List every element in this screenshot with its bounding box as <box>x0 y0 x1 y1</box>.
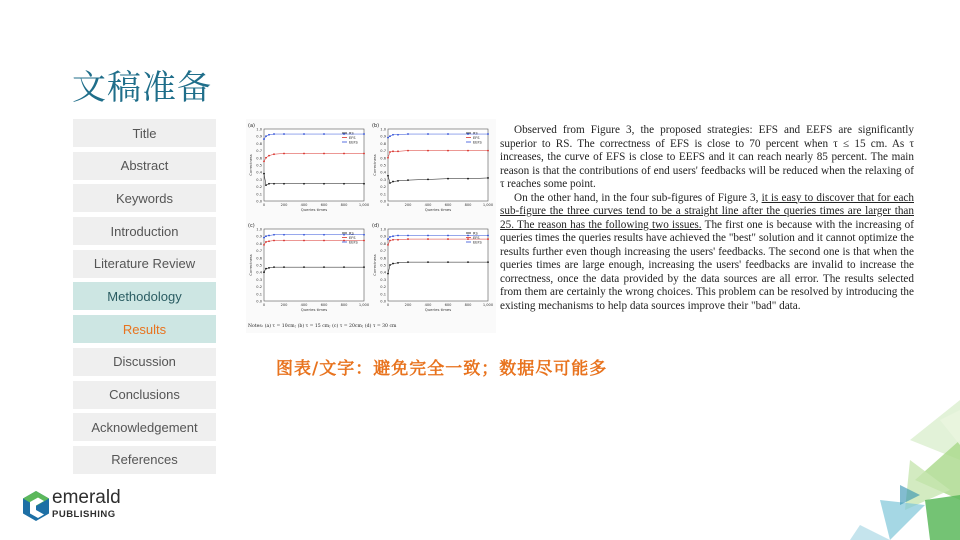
nav-item-title[interactable] <box>73 119 216 147</box>
data-point-rs <box>323 183 325 185</box>
y-axis-label: Correctness <box>249 154 253 176</box>
nav-item-introduction[interactable] <box>73 217 216 245</box>
data-point-rs <box>363 266 365 268</box>
x-tick-label: 800 <box>464 203 472 207</box>
data-point-eefs <box>407 133 409 135</box>
y-tick-label: 0.9 <box>256 234 262 239</box>
data-point-eefs <box>389 135 391 137</box>
nav-item-label: Keywords <box>115 190 174 206</box>
data-point-rs <box>487 261 489 263</box>
data-point-eefs <box>273 133 275 135</box>
data-point-efs <box>392 239 394 241</box>
deco-triangle <box>850 525 890 540</box>
y-tick-label: 0.2 <box>380 185 386 190</box>
figure-note: Notes: (a) τ = 10cm; (b) τ = 15 cm; (c) τ = 20cm; (d) τ = 30 cm <box>248 324 397 329</box>
nav-item-abstract[interactable] <box>73 152 216 180</box>
data-point-rs <box>268 183 270 185</box>
data-point-efs <box>273 153 275 155</box>
nav-item-methodology[interactable] <box>73 282 216 310</box>
y-tick-label: 0.5 <box>256 163 262 168</box>
data-point-eefs <box>273 234 275 236</box>
x-tick-label: 400 <box>424 203 432 207</box>
data-point-rs <box>303 266 305 268</box>
emerald-logo-icon <box>22 490 50 522</box>
data-point-rs <box>487 177 489 179</box>
x-tick-label: 200 <box>280 303 288 307</box>
data-point-eefs <box>343 133 345 135</box>
y-tick-label: 0.0 <box>256 199 262 204</box>
x-tick-label: 200 <box>404 303 412 307</box>
data-point-efs <box>323 240 325 242</box>
legend-entry: EFS <box>349 235 356 240</box>
paragraph-2-rest: The first one is because with the increasing of queries times the queries results have achieved the "best" solution and it cannot optimize the results further even though increasing the users' feedbacks. The second one is that when the queries times are large enough, increasing the users' feedbacks are invalid to increase the correctness, once the data provided by the data sources are all error. The results selected from them are certainly the wrong choices. This problem can be resolved by introducing the existing mechanisms to help data sources improve their "bad" data. <box>500 218 914 312</box>
subplot-tag: (b) <box>372 123 380 129</box>
section-nav <box>73 119 216 479</box>
data-point-efs <box>387 244 389 246</box>
y-tick-label: 0.3 <box>380 277 386 282</box>
y-tick-label: 0.0 <box>256 299 262 304</box>
data-point-rs <box>283 266 285 268</box>
data-point-rs <box>265 184 267 186</box>
paragraph-2-underlined: it is easy to discover that for each sub-figure the three curves tend to be a straight line after the queries times are larger than 25. The reason has the following two issues. <box>500 191 914 231</box>
nav-item-label: Abstract <box>120 158 169 174</box>
data-point-efs <box>427 150 429 152</box>
y-tick-label: 1.0 <box>380 127 386 132</box>
y-tick-label: 0.1 <box>256 192 262 197</box>
y-tick-label: 0.8 <box>256 141 262 146</box>
data-point-rs <box>427 261 429 263</box>
page-title: 文稿准备 <box>72 68 212 108</box>
legend-entry: EEFS <box>473 240 482 245</box>
y-tick-label: 0.0 <box>380 199 386 204</box>
data-point-rs <box>392 263 394 265</box>
data-point-eefs <box>427 133 429 135</box>
data-point-rs <box>303 183 305 185</box>
data-point-eefs <box>387 137 389 139</box>
data-point-eefs <box>407 235 409 237</box>
data-point-rs <box>387 175 389 177</box>
deco-triangle <box>925 495 960 540</box>
data-point-eefs <box>447 133 449 135</box>
y-tick-label: 0.9 <box>380 234 386 239</box>
subplot-tag: (d) <box>372 223 380 229</box>
x-tick-label: 400 <box>424 303 432 307</box>
y-tick-label: 0.4 <box>256 270 262 275</box>
data-point-eefs <box>397 235 399 237</box>
y-tick-label: 0.4 <box>380 170 386 175</box>
x-tick-label: 0 <box>262 303 266 307</box>
y-tick-label: 0.3 <box>256 177 262 182</box>
data-point-efs <box>273 240 275 242</box>
data-point-efs <box>387 157 389 159</box>
emerald-publishing-logo <box>22 487 132 524</box>
legend-entry: EFS <box>473 235 480 240</box>
x-tick-label: 800 <box>340 303 348 307</box>
data-point-eefs <box>447 235 449 237</box>
y-tick-label: 0.2 <box>256 185 262 190</box>
legend-entry: RS <box>349 131 354 136</box>
data-point-eefs <box>265 135 267 137</box>
data-point-eefs <box>387 238 389 240</box>
x-tick-label: 600 <box>444 203 452 207</box>
data-point-eefs <box>268 235 270 237</box>
nav-item-label: Discussion <box>113 354 176 370</box>
data-point-efs <box>363 240 365 242</box>
data-point-efs <box>268 240 270 242</box>
data-point-rs <box>343 266 345 268</box>
data-point-efs <box>447 150 449 152</box>
data-point-rs <box>263 271 265 273</box>
y-tick-label: 0.5 <box>256 263 262 268</box>
data-point-eefs <box>303 234 305 236</box>
y-tick-label: 0.9 <box>380 134 386 139</box>
data-point-rs <box>323 266 325 268</box>
data-point-efs <box>363 153 365 155</box>
data-point-efs <box>467 238 469 240</box>
data-point-rs <box>397 180 399 182</box>
y-tick-label: 0.4 <box>380 270 386 275</box>
y-tick-label: 0.9 <box>256 134 262 139</box>
data-point-eefs <box>392 235 394 237</box>
data-point-rs <box>467 261 469 263</box>
y-tick-label: 0.8 <box>256 241 262 246</box>
data-point-efs <box>268 155 270 157</box>
data-point-eefs <box>487 133 489 135</box>
y-tick-label: 0.4 <box>256 170 262 175</box>
nav-item-label: References <box>111 452 178 468</box>
results-paragraph-1: Observed from Figure 3, the proposed strategies: EFS and EEFS are significantly superior to RS. The correctness of EFS is close to 70 percent when τ ≤ 15 cm. As τ increases, the curve of EFS is close to EEFS and it can reach nearly 85 percent. The main reason is that the contributions of end users' feedbacks will be reduced when the relaxing of τ reaches some point. <box>500 124 914 190</box>
nav-item-conclusions[interactable] <box>73 381 216 409</box>
y-tick-label: 0.3 <box>380 177 386 182</box>
data-point-efs <box>427 238 429 240</box>
x-axis-label: Queries times <box>300 307 328 312</box>
logo-wordmark: emerald <box>52 487 121 508</box>
nav-item-label: Literature Review <box>93 256 196 272</box>
data-point-eefs <box>392 134 394 136</box>
y-tick-label: 0.8 <box>380 141 386 146</box>
legend-entry: EEFS <box>349 240 358 245</box>
data-point-eefs <box>263 138 265 140</box>
data-point-efs <box>487 150 489 152</box>
x-tick-label: 200 <box>280 203 288 207</box>
data-point-rs <box>447 178 449 180</box>
y-tick-label: 0.2 <box>256 285 262 290</box>
data-point-rs <box>407 179 409 181</box>
data-point-rs <box>268 267 270 269</box>
y-tick-label: 0.7 <box>256 149 262 154</box>
data-point-efs <box>343 153 345 155</box>
data-point-rs <box>427 179 429 181</box>
data-point-efs <box>392 150 394 152</box>
data-point-eefs <box>397 134 399 136</box>
nav-item-literature-review[interactable] <box>73 250 216 278</box>
legend-entry: RS <box>473 231 478 236</box>
nav-item-label: Introduction <box>110 223 179 239</box>
legend-entry: EEFS <box>349 140 358 145</box>
x-axis-label: Queries times <box>300 207 328 212</box>
data-point-eefs <box>467 235 469 237</box>
y-tick-label: 0.0 <box>380 299 386 304</box>
data-point-rs <box>273 183 275 185</box>
data-point-rs <box>397 262 399 264</box>
y-axis-label: Correctness <box>373 254 377 276</box>
x-axis-label: Queries times <box>424 307 452 312</box>
data-point-rs <box>363 183 365 185</box>
y-axis-label: Correctness <box>249 254 253 276</box>
x-tick-label: 400 <box>300 203 308 207</box>
data-point-efs <box>323 153 325 155</box>
y-tick-label: 0.6 <box>380 156 386 161</box>
data-point-efs <box>263 244 265 246</box>
nav-item-label: Methodology <box>107 288 182 304</box>
x-tick-label: 600 <box>444 303 452 307</box>
data-point-efs <box>467 150 469 152</box>
logo-subtitle: PUBLISHING <box>52 509 116 520</box>
data-point-eefs <box>427 235 429 237</box>
data-point-eefs <box>283 234 285 236</box>
data-point-rs <box>263 173 265 175</box>
data-point-eefs <box>263 237 265 239</box>
data-point-efs <box>389 240 391 242</box>
data-point-rs <box>447 261 449 263</box>
y-tick-label: 1.0 <box>256 227 262 232</box>
data-point-eefs <box>363 133 365 135</box>
data-point-efs <box>265 157 267 159</box>
y-tick-label: 0.5 <box>380 163 386 168</box>
data-point-efs <box>389 151 391 153</box>
y-tick-label: 0.8 <box>380 241 386 246</box>
data-point-eefs <box>389 236 391 238</box>
nav-item-discussion[interactable] <box>73 348 216 376</box>
subplot-tag: (c) <box>248 223 255 229</box>
data-point-rs <box>392 181 394 183</box>
x-tick-label: 1,000 <box>358 303 370 307</box>
x-tick-label: 800 <box>340 203 348 207</box>
x-tick-label: 400 <box>300 303 308 307</box>
deco-triangle <box>880 500 925 540</box>
data-point-efs <box>487 238 489 240</box>
data-point-rs <box>389 264 391 266</box>
legend-entry: EFS <box>473 135 480 140</box>
nav-item-label: Results <box>122 321 167 337</box>
y-tick-label: 0.1 <box>380 192 386 197</box>
y-tick-label: 1.0 <box>380 227 386 232</box>
y-tick-label: 0.7 <box>380 149 386 154</box>
data-point-eefs <box>268 134 270 136</box>
data-point-eefs <box>343 234 345 236</box>
data-point-rs <box>343 183 345 185</box>
data-point-efs <box>283 153 285 155</box>
x-tick-label: 600 <box>320 203 328 207</box>
data-point-eefs <box>323 133 325 135</box>
data-point-efs <box>265 241 267 243</box>
y-tick-label: 0.2 <box>380 285 386 290</box>
data-point-eefs <box>323 234 325 236</box>
data-point-efs <box>263 161 265 163</box>
data-point-eefs <box>467 133 469 135</box>
x-tick-label: 0 <box>386 203 390 207</box>
x-tick-label: 800 <box>464 303 472 307</box>
data-point-efs <box>303 153 305 155</box>
nav-item-acknowledgement[interactable] <box>73 413 216 441</box>
y-tick-label: 0.6 <box>380 256 386 261</box>
y-tick-label: 1.0 <box>256 127 262 132</box>
nav-item-keywords[interactable] <box>73 184 216 212</box>
y-tick-label: 0.7 <box>380 249 386 254</box>
data-point-rs <box>389 182 391 184</box>
paragraph-2-intro: On the other hand, in the four sub-figures of Figure 3, <box>514 191 762 204</box>
figure-image <box>246 119 496 333</box>
slide-note: 图表/文字：避免完全一致；数据尽可能多 <box>276 359 608 379</box>
results-text <box>500 124 914 329</box>
data-point-eefs <box>363 234 365 236</box>
data-point-efs <box>407 150 409 152</box>
data-point-efs <box>283 240 285 242</box>
data-point-rs <box>283 183 285 185</box>
data-point-efs <box>303 240 305 242</box>
y-tick-label: 0.3 <box>256 277 262 282</box>
data-point-eefs <box>487 235 489 237</box>
data-point-rs <box>265 268 267 270</box>
data-point-efs <box>397 150 399 152</box>
legend-entry: RS <box>473 131 478 136</box>
x-tick-label: 0 <box>386 303 390 307</box>
results-figure <box>246 119 496 333</box>
x-tick-label: 1,000 <box>482 203 494 207</box>
nav-item-references[interactable] <box>73 446 216 474</box>
y-axis-label: Correctness <box>373 154 377 176</box>
y-tick-label: 0.1 <box>380 292 386 297</box>
x-axis-label: Queries times <box>424 207 452 212</box>
x-tick-label: 200 <box>404 203 412 207</box>
data-point-efs <box>343 240 345 242</box>
y-tick-label: 0.6 <box>256 156 262 161</box>
data-point-efs <box>447 238 449 240</box>
nav-item-label: Acknowledgement <box>91 419 198 435</box>
data-point-rs <box>387 273 389 275</box>
y-tick-label: 0.6 <box>256 256 262 261</box>
data-point-efs <box>397 239 399 241</box>
nav-item-results[interactable] <box>73 315 216 343</box>
nav-item-label: Title <box>132 125 157 141</box>
data-point-eefs <box>265 235 267 237</box>
x-tick-label: 0 <box>262 203 266 207</box>
y-tick-label: 0.5 <box>380 263 386 268</box>
subplot-tag: (a) <box>248 123 255 129</box>
x-tick-label: 1,000 <box>358 203 370 207</box>
data-point-rs <box>467 178 469 180</box>
x-tick-label: 600 <box>320 303 328 307</box>
x-tick-label: 1,000 <box>482 303 494 307</box>
legend-entry: RS <box>349 231 354 236</box>
legend-entry: EEFS <box>473 140 482 145</box>
data-point-eefs <box>283 133 285 135</box>
y-tick-label: 0.7 <box>256 249 262 254</box>
data-point-rs <box>273 266 275 268</box>
results-paragraph-2 <box>500 192 914 314</box>
nav-item-label: Conclusions <box>109 387 180 402</box>
data-point-eefs <box>303 133 305 135</box>
data-point-efs <box>407 238 409 240</box>
data-point-rs <box>407 261 409 263</box>
y-tick-label: 0.1 <box>256 292 262 297</box>
legend-entry: EFS <box>349 135 356 140</box>
decorative-triangles <box>740 400 960 540</box>
